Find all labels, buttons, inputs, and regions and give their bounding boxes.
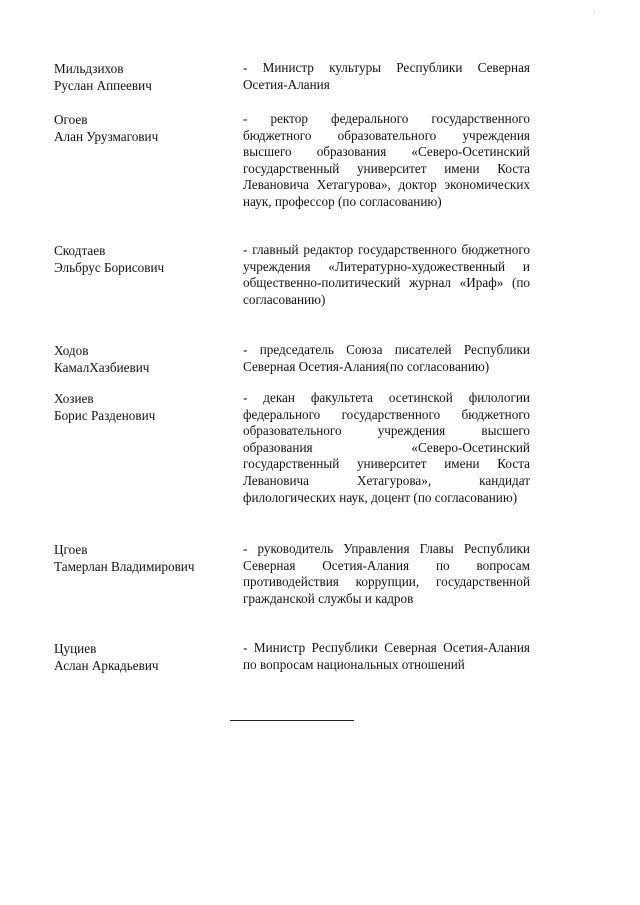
member-surname: Цгоев (54, 542, 88, 557)
member-name (54, 390, 229, 424)
member-surname: Ходов (54, 343, 89, 358)
member-given-names: КамалХазбиевич (54, 360, 150, 375)
member-given-names: Руслан Аппеевич (54, 78, 152, 93)
member-given-names: Алан Урузмагович (54, 129, 159, 144)
member-role: - ректор федерального государственного бюджетного образовательного учреждения высшего образования «Северо-Осетинский государственный университет имени Коста Левановича Хетагурова», доктор экономических наук, профессор (по согласованию) (243, 111, 530, 209)
member-name (54, 541, 229, 575)
member-given-names: Эльбрус Борисович (54, 260, 165, 275)
member-surname: Огоев (54, 112, 88, 127)
member-name (54, 60, 229, 94)
member-name (54, 342, 229, 376)
member-given-names: Аслан Аркадьевич (54, 658, 159, 673)
scan-speck (594, 12, 595, 13)
member-name (54, 640, 229, 674)
member-name (54, 242, 229, 276)
member-role: - председатель Союза писателей Республики Северная Осетия-Алания(по согласованию) (243, 342, 530, 374)
closing-rule (230, 720, 354, 721)
member-surname: Скодтаев (54, 243, 106, 258)
member-role: - главный редактор государственного бюджетного учреждения «Литературно-художественный и общественно-политический журнал «Ираф» (по согласованию) (243, 242, 530, 307)
member-role: - декан факультета осетинской филологии федерального государственного бюджетного образовательного учреждения высшего образования «Северо-Осетинский государственный университет имени Коста Левановича Хетагурова», кандидат филологических наук, доцент (по согласованию) (243, 390, 530, 505)
member-surname: Мильдзихов (54, 61, 124, 76)
member-surname: Хозиев (54, 391, 94, 406)
member-surname: Цуциев (54, 641, 97, 656)
member-given-names: Борис Разденович (54, 408, 156, 423)
member-role: - Министр культуры Республики Северная Осетия-Алания (243, 60, 530, 92)
member-given-names: Тамерлан Владимирович (54, 559, 195, 574)
member-name (54, 111, 229, 145)
member-role: - руководитель Управления Главы Республики Северная Осетия-Алания по вопросам противодействия коррупции, государственной гражданской службы и кадров (243, 541, 530, 606)
member-role: - Министр Республики Северная Осетия-Алания по вопросам национальных отношений (243, 640, 530, 672)
